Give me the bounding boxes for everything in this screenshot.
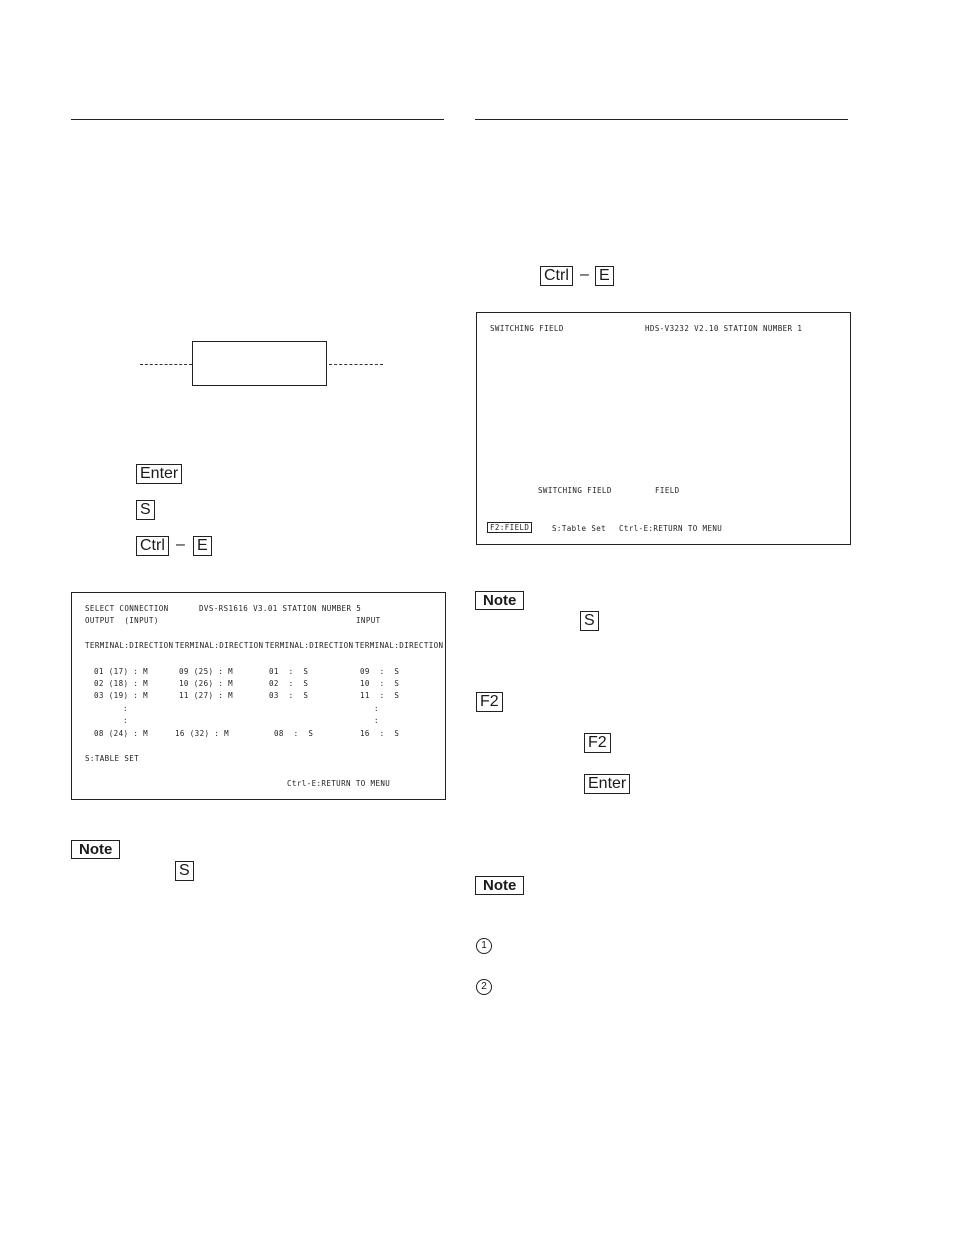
table-cell: 08 (24) : M [94,729,149,738]
table-cell: : [123,716,128,725]
table-cell: : [374,716,379,725]
circled-number-2: 2 [476,979,492,995]
field-value: FIELD [655,486,680,495]
screen-model: HDS-V3232 V2.10 STATION NUMBER 1 [645,324,803,333]
table-cell: 11 (27) : M [179,691,234,700]
table-cell: 11 : S [360,691,400,700]
enter-key: Enter [584,774,630,794]
select-connection-screen [71,592,446,800]
return-to-menu-label: Ctrl-E:RETURN TO MENU [619,524,723,533]
s-key: S [136,500,155,520]
table-cell: 03 (19) : M [94,691,149,700]
s-key: S [175,861,194,881]
input-label: INPUT [356,616,381,625]
table-cell: : [123,704,128,713]
s-key: S [580,611,599,631]
diagram-box [192,341,327,386]
table-cell: 16 (32) : M [175,729,230,738]
screen-title: SELECT CONNECTION [85,604,169,613]
table-cell: 03 : S [269,691,309,700]
table-cell: 01 : S [269,667,309,676]
screen-model: DVS-RS1616 V3.01 STATION NUMBER 5 [199,604,362,613]
f2-key: F2 [476,692,503,712]
right-top-rule [475,119,848,120]
table-cell: 10 (26) : M [179,679,234,688]
f2-key: F2 [584,733,611,753]
table-cell: 09 (25) : M [179,667,234,676]
key-dash: – [176,536,185,553]
table-cell: : [374,704,379,713]
column-header: TERMINAL:DIRECTION [355,641,444,650]
f2-field-selection: F2:FIELD [487,522,532,533]
output-label: OUTPUT (INPUT) [85,616,159,625]
screen-title: SWITCHING FIELD [490,324,564,333]
ctrl-key: Ctrl [540,266,573,286]
e-key: E [595,266,614,286]
table-cell: 10 : S [360,679,400,688]
ctrl-key: Ctrl [136,536,169,556]
circled-number-1: 1 [476,938,492,954]
switching-field-label: SWITCHING FIELD [538,486,612,495]
column-header: TERMINAL:DIRECTION [265,641,354,650]
enter-key: Enter [136,464,182,484]
e-key: E [193,536,212,556]
table-cell: 01 (17) : M [94,667,149,676]
table-cell: 08 : S [274,729,314,738]
return-to-menu-label: Ctrl-E:RETURN TO MENU [287,779,391,788]
column-header: TERMINAL:DIRECTION [175,641,264,650]
table-set-label: S:TABLE SET [85,754,140,763]
table-cell: 09 : S [360,667,400,676]
note-badge: Note [71,840,120,859]
table-cell: 16 : S [360,729,400,738]
table-cell: 02 : S [269,679,309,688]
column-header: TERMINAL:DIRECTION [85,641,174,650]
table-cell: 02 (18) : M [94,679,149,688]
note-badge: Note [475,876,524,895]
switching-field-screen [476,312,851,545]
table-set-label: S:Table Set [552,524,607,533]
left-top-rule [71,119,444,120]
note-badge: Note [475,591,524,610]
key-dash: – [580,266,589,283]
diagram-line-right [329,364,383,365]
diagram-line-left [140,364,192,365]
